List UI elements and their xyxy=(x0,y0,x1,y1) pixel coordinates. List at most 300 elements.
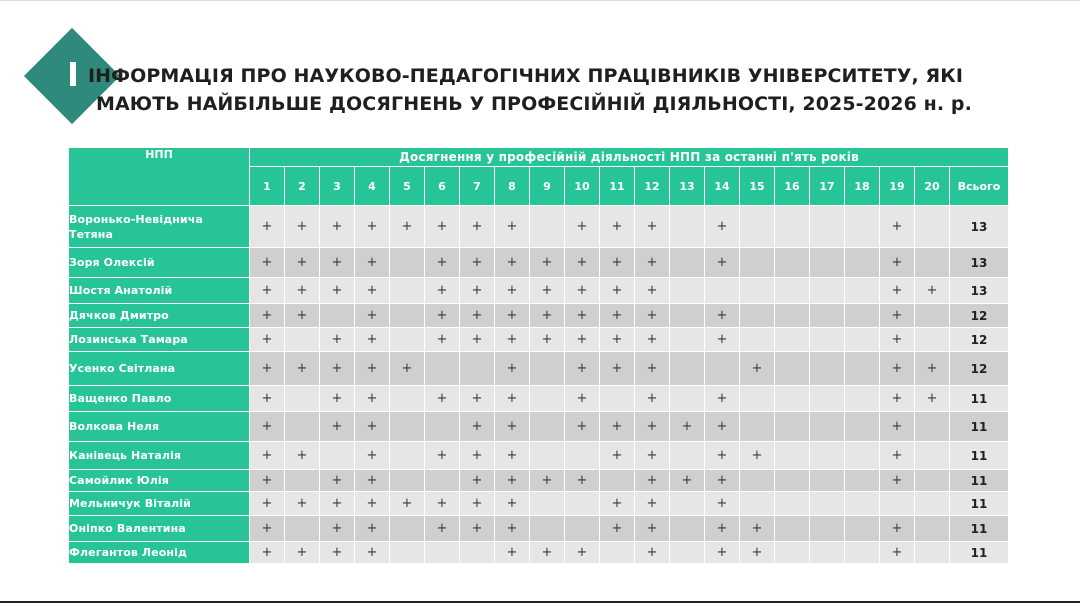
achievement-mark xyxy=(740,386,775,412)
achievement-mark xyxy=(670,442,705,470)
achievement-mark: + xyxy=(880,470,915,492)
achievement-mark xyxy=(390,386,425,412)
achievement-mark: + xyxy=(460,470,495,492)
table-row xyxy=(69,412,1009,442)
achievement-mark: + xyxy=(635,278,670,304)
achievement-mark: + xyxy=(355,470,390,492)
column-header-7: 7 xyxy=(460,167,495,206)
achievement-mark xyxy=(390,516,425,542)
achievement-mark: + xyxy=(635,352,670,386)
achievement-mark xyxy=(810,516,845,542)
achievement-mark: + xyxy=(285,278,320,304)
achievement-mark: + xyxy=(600,328,635,352)
achievement-mark: + xyxy=(530,328,565,352)
achievement-mark: + xyxy=(425,304,460,328)
title-line-2: МАЮТЬ НАЙБІЛЬШЕ ДОСЯГНЕНЬ У ПРОФЕСІЙНІЙ ДІЯЛЬНОСТІ, 2025-2026 н. р. xyxy=(96,93,972,115)
table-body xyxy=(69,206,1009,564)
achievement-mark xyxy=(810,304,845,328)
achievement-mark: + xyxy=(250,206,285,248)
total-count: 12 xyxy=(950,304,1009,328)
achievement-mark: + xyxy=(355,328,390,352)
achievement-mark: + xyxy=(530,304,565,328)
achievement-mark: + xyxy=(355,206,390,248)
achievement-mark xyxy=(810,470,845,492)
table-row xyxy=(69,492,1009,516)
achievement-mark xyxy=(530,352,565,386)
achievement-mark: + xyxy=(705,470,740,492)
table-row xyxy=(69,328,1009,352)
achievement-mark: + xyxy=(635,386,670,412)
achievement-mark: + xyxy=(915,352,950,386)
achievement-mark xyxy=(285,386,320,412)
achievement-mark xyxy=(845,248,880,278)
achievement-mark: + xyxy=(880,412,915,442)
achievement-mark: + xyxy=(495,304,530,328)
achievement-mark xyxy=(845,442,880,470)
achievement-mark xyxy=(670,278,705,304)
title-line-1: ІНФОРМАЦІЯ ПРО НАУКОВО-ПЕДАГОГІЧНИХ ПРАЦІВНИКІВ УНІВЕРСИТЕТУ, ЯКІ xyxy=(88,65,964,87)
achievement-mark xyxy=(915,516,950,542)
achievement-mark: + xyxy=(635,304,670,328)
achievement-mark xyxy=(390,278,425,304)
achievement-mark: + xyxy=(425,328,460,352)
column-header-6: 6 xyxy=(425,167,460,206)
achievement-mark: + xyxy=(425,492,460,516)
achievement-mark: + xyxy=(320,516,355,542)
achievement-mark: + xyxy=(705,386,740,412)
achievement-mark xyxy=(915,328,950,352)
achievement-mark: + xyxy=(460,386,495,412)
achievement-mark: + xyxy=(530,278,565,304)
achievement-mark xyxy=(915,304,950,328)
achievement-mark: + xyxy=(600,304,635,328)
achievement-mark: + xyxy=(285,492,320,516)
column-header-10: 10 xyxy=(565,167,600,206)
achievement-mark xyxy=(285,328,320,352)
achievement-mark: + xyxy=(460,248,495,278)
achievement-mark xyxy=(775,328,810,352)
achievement-mark: + xyxy=(425,386,460,412)
total-count: 11 xyxy=(950,542,1009,564)
achievement-mark: + xyxy=(600,516,635,542)
achievement-mark: + xyxy=(495,278,530,304)
achievement-mark: + xyxy=(460,516,495,542)
achievement-mark: + xyxy=(600,278,635,304)
achievement-mark xyxy=(740,304,775,328)
achievement-mark: + xyxy=(495,470,530,492)
achievement-mark: + xyxy=(250,248,285,278)
achievement-mark: + xyxy=(600,412,635,442)
column-header-5: 5 xyxy=(390,167,425,206)
column-header-3: 3 xyxy=(320,167,355,206)
achievement-mark xyxy=(740,278,775,304)
table-row xyxy=(69,542,1009,564)
achievement-mark: + xyxy=(635,412,670,442)
achievement-mark: + xyxy=(250,492,285,516)
achievement-mark: + xyxy=(600,206,635,248)
achievement-mark xyxy=(810,278,845,304)
achievement-mark xyxy=(775,542,810,564)
achievement-mark xyxy=(530,206,565,248)
achievement-mark: + xyxy=(285,352,320,386)
achievement-mark xyxy=(775,278,810,304)
achievement-mark: + xyxy=(880,304,915,328)
staff-name: Лозинська Тамара xyxy=(69,328,250,352)
achievement-mark xyxy=(775,386,810,412)
achievement-mark: + xyxy=(355,516,390,542)
achievement-mark: + xyxy=(495,248,530,278)
achievement-mark: + xyxy=(495,412,530,442)
achievement-mark xyxy=(880,492,915,516)
total-count: 13 xyxy=(950,248,1009,278)
achievement-mark xyxy=(670,386,705,412)
total-count: 13 xyxy=(950,206,1009,248)
total-count: 12 xyxy=(950,352,1009,386)
achievement-mark: + xyxy=(355,278,390,304)
total-count: 11 xyxy=(950,470,1009,492)
achievement-mark xyxy=(915,206,950,248)
column-header-14: 14 xyxy=(705,167,740,206)
achievement-mark xyxy=(915,492,950,516)
achievement-mark: + xyxy=(565,386,600,412)
achievement-mark xyxy=(845,386,880,412)
staff-name: Флегантов Леонід xyxy=(69,542,250,564)
achievement-mark xyxy=(425,412,460,442)
achievement-mark: + xyxy=(495,386,530,412)
achievement-mark: + xyxy=(320,352,355,386)
achievement-mark: + xyxy=(880,278,915,304)
achievement-mark: + xyxy=(635,442,670,470)
achievement-mark: + xyxy=(915,386,950,412)
achievement-mark xyxy=(775,248,810,278)
achievement-mark: + xyxy=(355,386,390,412)
achievement-mark xyxy=(845,278,880,304)
achievement-mark: + xyxy=(460,206,495,248)
achievement-mark: + xyxy=(635,206,670,248)
column-header-11: 11 xyxy=(600,167,635,206)
staff-name: Оніпко Валентина xyxy=(69,516,250,542)
achievement-mark xyxy=(600,470,635,492)
table-row xyxy=(69,352,1009,386)
achievement-mark xyxy=(915,412,950,442)
achievement-mark: + xyxy=(705,328,740,352)
table-row xyxy=(69,386,1009,412)
page-title xyxy=(88,62,1048,118)
achievement-mark: + xyxy=(705,516,740,542)
achievement-mark: + xyxy=(495,492,530,516)
staff-name: Дячков Дмитро xyxy=(69,304,250,328)
achievement-mark xyxy=(810,442,845,470)
achievement-mark: + xyxy=(460,492,495,516)
achievement-mark: + xyxy=(495,542,530,564)
achievement-mark xyxy=(670,328,705,352)
achievement-mark: + xyxy=(285,542,320,564)
achievement-mark: + xyxy=(635,470,670,492)
staff-name: Зоря Олексій xyxy=(69,248,250,278)
achievement-mark: + xyxy=(565,352,600,386)
achievement-mark: + xyxy=(250,328,285,352)
achievement-mark xyxy=(740,206,775,248)
achievement-mark xyxy=(775,470,810,492)
achievement-mark: + xyxy=(705,442,740,470)
bottom-divider xyxy=(0,601,1080,603)
achievement-mark: + xyxy=(460,278,495,304)
achievement-mark xyxy=(845,542,880,564)
achievement-mark xyxy=(915,248,950,278)
achievement-mark xyxy=(915,470,950,492)
achievement-mark xyxy=(810,412,845,442)
column-header-17: 17 xyxy=(810,167,845,206)
total-count: 13 xyxy=(950,278,1009,304)
achievement-mark: + xyxy=(460,304,495,328)
achievement-mark: + xyxy=(425,206,460,248)
achievement-mark xyxy=(530,386,565,412)
achievement-mark: + xyxy=(250,442,285,470)
achievement-mark: + xyxy=(705,248,740,278)
achievement-mark xyxy=(845,352,880,386)
achievement-mark: + xyxy=(495,328,530,352)
achievements-span-header: Досягнення у професійній діяльності НПП за останні п'ять років xyxy=(250,148,1009,167)
staff-name: Самойлик Юлія xyxy=(69,470,250,492)
table-header-row-1 xyxy=(69,148,1009,167)
achievement-mark xyxy=(600,542,635,564)
achievement-mark xyxy=(775,516,810,542)
achievement-mark: + xyxy=(740,352,775,386)
achievement-mark: + xyxy=(600,492,635,516)
achievement-mark xyxy=(810,352,845,386)
total-column-header: Всього xyxy=(950,167,1009,206)
staff-name: Шостя Анатолій xyxy=(69,278,250,304)
achievement-mark xyxy=(390,442,425,470)
achievement-mark: + xyxy=(320,386,355,412)
achievement-mark: + xyxy=(565,248,600,278)
table-row xyxy=(69,206,1009,248)
achievement-mark: + xyxy=(740,516,775,542)
achievement-mark: + xyxy=(565,542,600,564)
achievement-mark xyxy=(670,304,705,328)
column-header-16: 16 xyxy=(775,167,810,206)
achievement-mark xyxy=(425,470,460,492)
achievements-table xyxy=(68,147,1009,564)
achievement-mark xyxy=(740,412,775,442)
achievement-mark xyxy=(530,492,565,516)
achievement-mark: + xyxy=(250,386,285,412)
achievement-mark: + xyxy=(565,278,600,304)
achievement-mark: + xyxy=(495,206,530,248)
achievement-mark: + xyxy=(355,442,390,470)
achievement-mark: + xyxy=(250,412,285,442)
achievement-mark: + xyxy=(880,248,915,278)
column-header-19: 19 xyxy=(880,167,915,206)
achievement-mark: + xyxy=(635,516,670,542)
achievement-mark xyxy=(565,516,600,542)
achievement-mark: + xyxy=(250,352,285,386)
achievement-mark: + xyxy=(250,278,285,304)
achievement-mark xyxy=(845,304,880,328)
achievement-mark: + xyxy=(565,328,600,352)
column-header-15: 15 xyxy=(740,167,775,206)
achievement-mark: + xyxy=(530,248,565,278)
column-header-8: 8 xyxy=(495,167,530,206)
achievement-mark: + xyxy=(460,412,495,442)
achievement-mark: + xyxy=(285,248,320,278)
total-count: 11 xyxy=(950,442,1009,470)
achievement-mark xyxy=(390,304,425,328)
achievement-mark xyxy=(845,470,880,492)
achievement-mark: + xyxy=(320,248,355,278)
achievement-mark xyxy=(845,328,880,352)
achievement-mark xyxy=(390,470,425,492)
staff-name: Мельничук Віталій xyxy=(69,492,250,516)
achievement-mark xyxy=(600,386,635,412)
column-header-1: 1 xyxy=(250,167,285,206)
achievement-mark xyxy=(390,412,425,442)
staff-name: Волкова Неля xyxy=(69,412,250,442)
achievement-mark: + xyxy=(425,442,460,470)
achievement-mark xyxy=(845,492,880,516)
column-header-9: 9 xyxy=(530,167,565,206)
achievement-mark xyxy=(425,352,460,386)
column-header-2: 2 xyxy=(285,167,320,206)
achievement-mark: + xyxy=(495,516,530,542)
achievement-mark xyxy=(775,442,810,470)
achievement-mark: + xyxy=(320,328,355,352)
achievement-mark xyxy=(285,412,320,442)
achievement-mark xyxy=(775,492,810,516)
achievement-mark xyxy=(740,328,775,352)
achievement-mark: + xyxy=(530,542,565,564)
staff-name: Канівець Наталія xyxy=(69,442,250,470)
achievement-mark xyxy=(460,352,495,386)
achievement-mark: + xyxy=(460,442,495,470)
achievement-mark: + xyxy=(705,304,740,328)
achievement-mark xyxy=(810,206,845,248)
achievement-mark xyxy=(845,516,880,542)
achievement-mark xyxy=(285,470,320,492)
achievement-mark: + xyxy=(320,492,355,516)
achievement-mark xyxy=(285,516,320,542)
achievement-mark: + xyxy=(285,206,320,248)
achievement-mark xyxy=(915,442,950,470)
table-row xyxy=(69,304,1009,328)
achievement-mark: + xyxy=(705,206,740,248)
achievement-mark: + xyxy=(355,412,390,442)
achievement-mark: + xyxy=(355,542,390,564)
achievement-mark: + xyxy=(635,328,670,352)
achievement-mark: + xyxy=(565,412,600,442)
achievement-mark xyxy=(740,248,775,278)
achievement-mark: + xyxy=(880,542,915,564)
achievement-mark xyxy=(425,542,460,564)
table-row xyxy=(69,442,1009,470)
achievement-mark: + xyxy=(355,492,390,516)
achievement-mark xyxy=(565,442,600,470)
achievement-mark xyxy=(775,304,810,328)
total-count: 11 xyxy=(950,492,1009,516)
column-header-18: 18 xyxy=(845,167,880,206)
achievement-mark xyxy=(810,492,845,516)
achievement-mark: + xyxy=(880,386,915,412)
achievement-mark xyxy=(670,492,705,516)
achievement-mark: + xyxy=(320,278,355,304)
total-count: 11 xyxy=(950,386,1009,412)
achievement-mark: + xyxy=(425,248,460,278)
achievement-mark: + xyxy=(390,492,425,516)
achievement-mark: + xyxy=(425,278,460,304)
achievement-mark: + xyxy=(285,304,320,328)
achievement-mark: + xyxy=(600,248,635,278)
achievement-mark: + xyxy=(600,352,635,386)
achievement-mark xyxy=(915,542,950,564)
achievement-mark xyxy=(670,206,705,248)
achievement-mark: + xyxy=(880,352,915,386)
achievement-mark xyxy=(320,304,355,328)
staff-name: Усенко Світлана xyxy=(69,352,250,386)
achievement-mark xyxy=(530,442,565,470)
table-row xyxy=(69,278,1009,304)
achievement-mark xyxy=(565,492,600,516)
achievement-mark: + xyxy=(530,470,565,492)
achievement-mark xyxy=(775,352,810,386)
achievement-mark: + xyxy=(390,206,425,248)
achievement-mark: + xyxy=(740,542,775,564)
achievement-mark xyxy=(530,412,565,442)
table-row xyxy=(69,516,1009,542)
achievement-mark: + xyxy=(705,412,740,442)
achievement-mark: + xyxy=(565,206,600,248)
achievement-mark: + xyxy=(250,516,285,542)
table-row xyxy=(69,470,1009,492)
achievement-mark: + xyxy=(355,248,390,278)
achievement-mark xyxy=(845,412,880,442)
achievement-mark xyxy=(390,542,425,564)
table-row xyxy=(69,248,1009,278)
staff-name: Ващенко Павло xyxy=(69,386,250,412)
achievement-mark xyxy=(670,352,705,386)
achievement-mark xyxy=(810,386,845,412)
total-count: 11 xyxy=(950,412,1009,442)
achievement-mark xyxy=(390,328,425,352)
achievement-mark: + xyxy=(565,304,600,328)
column-header-13: 13 xyxy=(670,167,705,206)
achievement-mark xyxy=(670,542,705,564)
top-divider xyxy=(0,0,1080,1)
title-marker-bar xyxy=(70,62,76,86)
achievement-mark xyxy=(705,278,740,304)
achievement-mark xyxy=(810,248,845,278)
achievement-mark: + xyxy=(565,470,600,492)
achievement-mark xyxy=(670,248,705,278)
achievement-mark: + xyxy=(670,412,705,442)
achievement-mark: + xyxy=(880,328,915,352)
column-header-4: 4 xyxy=(355,167,390,206)
achievement-mark: + xyxy=(355,304,390,328)
achievement-mark: + xyxy=(250,542,285,564)
achievement-mark xyxy=(810,542,845,564)
achievement-mark xyxy=(775,412,810,442)
achievement-mark: + xyxy=(635,492,670,516)
achievement-mark: + xyxy=(390,352,425,386)
achievement-mark: + xyxy=(320,206,355,248)
achievement-mark xyxy=(320,442,355,470)
achievement-mark xyxy=(705,352,740,386)
achievement-mark: + xyxy=(320,470,355,492)
achievement-mark: + xyxy=(635,542,670,564)
achievement-mark: + xyxy=(740,442,775,470)
achievement-mark: + xyxy=(600,442,635,470)
achievement-mark xyxy=(390,248,425,278)
achievement-mark xyxy=(810,328,845,352)
